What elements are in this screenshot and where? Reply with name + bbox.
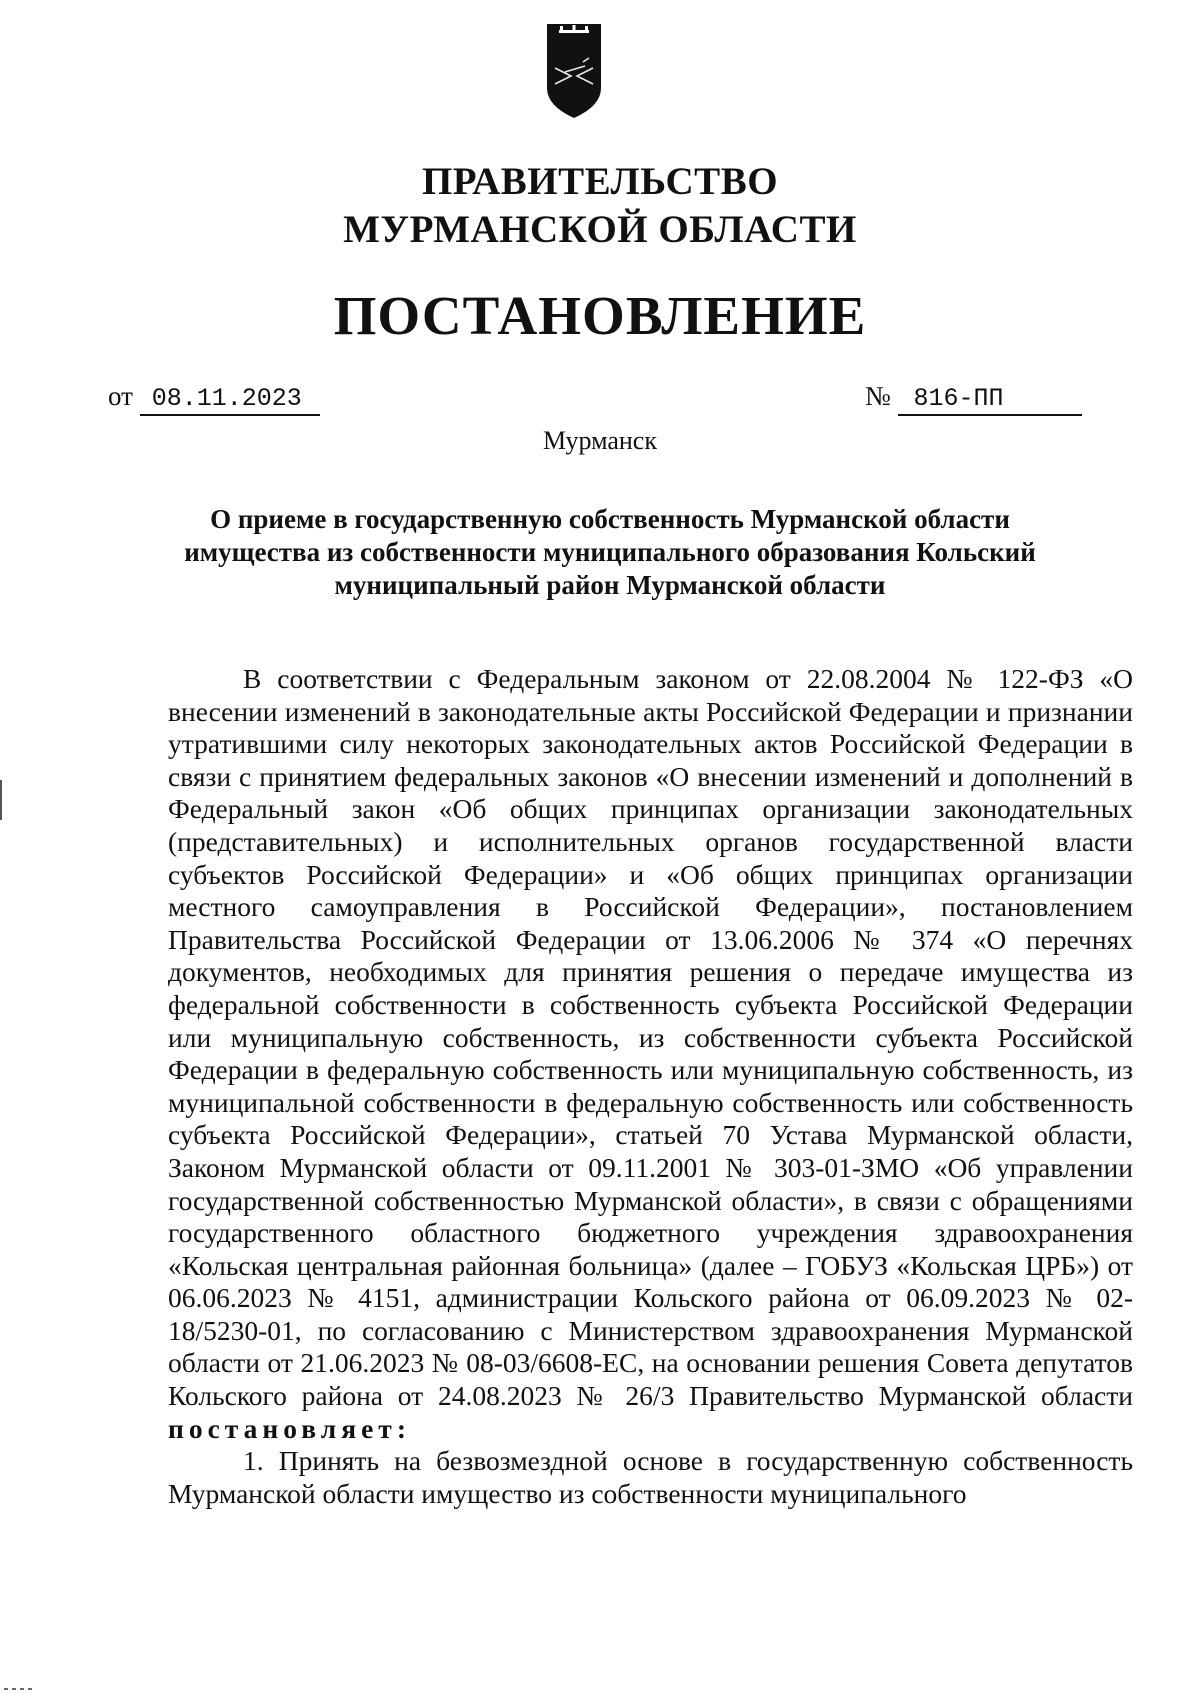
document-city: Мурманск: [543, 426, 657, 455]
subject-line2: имущества из собственности муниципального образования Кольский: [184, 537, 1036, 567]
subject-line1: О приеме в государственную собственность Мурманской области: [210, 504, 1010, 534]
number-prefix: №: [865, 381, 891, 411]
body-paragraph-item1: 1. Принять на безвозмездной основе в государственную собственность Мурманской области имущество из собственности муниципального: [168, 1445, 1133, 1509]
document-date-row: [108, 380, 320, 416]
body-paragraph-preamble: [168, 663, 1133, 1445]
coat-of-arms-emblem: [545, 22, 603, 120]
murmansk-coat-of-arms-icon: [547, 24, 601, 118]
resolves-word: постановляет:: [168, 1412, 411, 1444]
preamble-text: В соответствии с Федеральным законом от 22.08.2004 № 122-ФЗ «О внесении изменений в законодательные акты Российской Федерации и признании утратившими силу некоторых законодательных актов Российской Федерации в связи с принятием федеральных законов «О внесении изменений и дополнений в Федеральный закон «Об общих принципах организации законодательных (представительных) и исполнительных органов государственной власти субъектов Российской Федерации» и «Об общих принципах организации местного самоуправления в Российской Федерации», постановлением Правительства Российской Федерации от 13.06.2006 № 374 «О перечнях документов, необходимых для принятия решения о передаче имущества из федеральной собственности в собственность субъекта Российской Федерации или муниципальную собственность, из собственности субъекта Российской Федерации в федеральную собственность или муниципальную собственность, из муниципальной собственности в федеральную собственность или собственность субъекта Российской Федерации», статьей 70 Устава Мурманской области, Законом Мурманской области от 09.11.2001 № 303-01-ЗМО «Об управлении государственной собственностью Мурманской области», в связи с обращениями государственного областного бюджетного учреждения здравоохранения «Кольская центральная районная больница» (далее – ГОБУЗ «Кольская ЦРБ») от 06.06.2023 № 4151, администрации Кольского района от 06.09.2023 № 02-18/5230-01, по согласованию с Министерством здравоохранения Мурманской области от 21.06.2023 № 08-03/6608-ЕС, на основании решения Совета депутатов Кольского района от 24.08.2023 № 26/3 Правительство Мурманской области: [168, 663, 1133, 1412]
government-title-line1: ПРАВИТЕЛЬСТВО: [421, 160, 779, 203]
government-title-line2: МУРМАНСКОЙ ОБЛАСТИ: [343, 208, 857, 251]
document-type-title: ПОСТАНОВЛЕНИЕ: [333, 285, 867, 346]
date-prefix: от: [108, 381, 133, 411]
document-body: [168, 663, 1133, 1510]
scan-artifact-mark-bottom: [4, 1688, 34, 1690]
document-number-row: [865, 380, 1082, 416]
government-title: [0, 158, 1200, 254]
document-number: 816-ПП: [898, 384, 1082, 416]
scan-artifact-mark: [0, 780, 2, 820]
document-date: 08.11.2023: [140, 384, 320, 416]
document-subject: [180, 503, 1040, 602]
subject-line3: муниципальный район Мурманской области: [334, 570, 886, 600]
